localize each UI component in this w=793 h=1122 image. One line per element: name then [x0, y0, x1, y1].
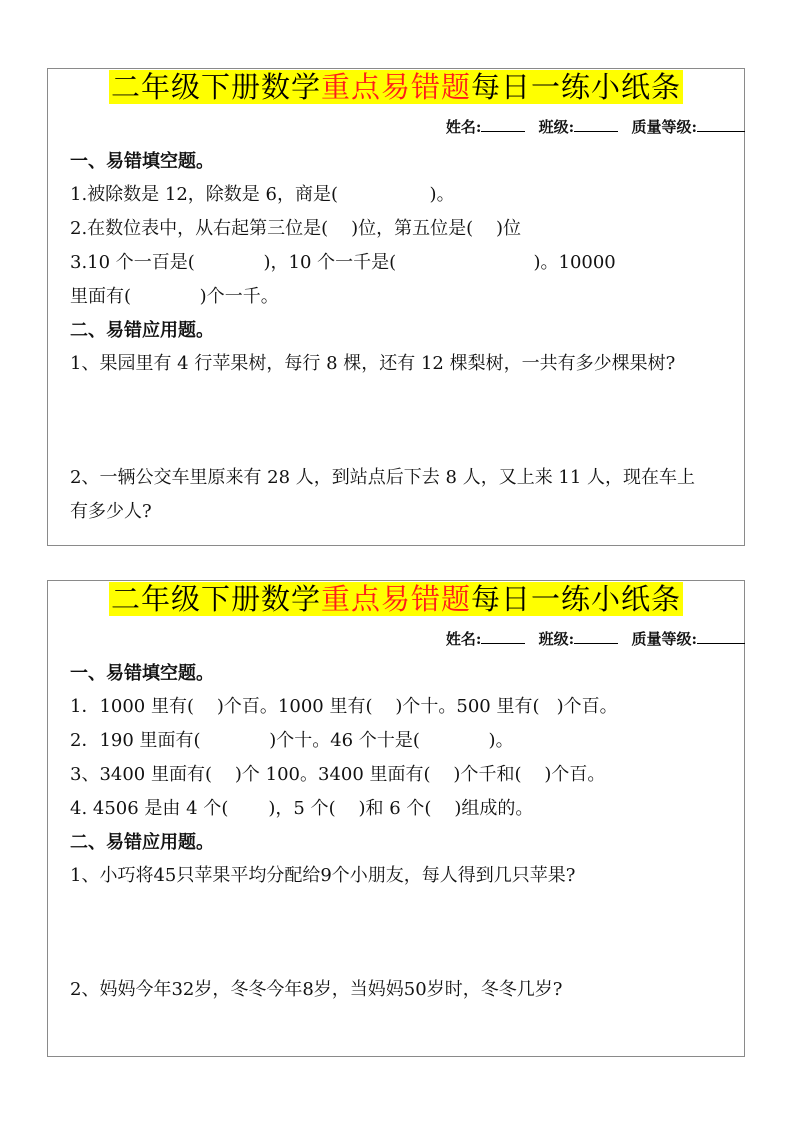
worksheet-body	[70, 145, 734, 529]
section-heading-fill-in: 一、易错填空题。	[70, 151, 214, 172]
grade-blank[interactable]	[697, 115, 745, 132]
name-label: 姓名:	[445, 118, 482, 136]
answer-space	[70, 381, 734, 461]
fill-in-question: 3、3400 里面有( )个 100。3400 里面有( )个千和( )个百。	[70, 764, 606, 785]
word-problem: 2、一辆公交车里原来有 28 人，到站点后下去 8 人，又上来 11 人，现在车上	[70, 467, 696, 488]
word-problem: 1、果园里有 4 行苹果树，每行 8 棵，还有 12 棵梨树，一共有多少棵果树?	[70, 353, 676, 374]
title-highlight: 重点易错题	[320, 70, 471, 104]
fill-in-question: 2.在数位表中，从右起第三位是( )位，第五位是( )位	[70, 218, 522, 239]
class-blank[interactable]	[574, 627, 618, 644]
title-part-1: 二年级下册数学	[110, 70, 321, 104]
worksheet-title	[109, 582, 683, 616]
class-blank[interactable]	[574, 115, 618, 132]
class-label: 班级:	[538, 118, 575, 136]
fill-in-question: 3.10 个一百是( )，10 个一千是( )。10000	[70, 252, 616, 273]
section-heading-fill-in: 一、易错填空题。	[70, 663, 214, 684]
fill-in-question: 4. 4506 是由 4 个( )，5 个( )和 6 个( )组成的。	[70, 798, 534, 819]
student-info-row	[446, 115, 745, 137]
title-row	[48, 582, 744, 616]
fill-in-question: 1．1000 里有( )个百。1000 里有( )个十。500 里有( )个百。	[70, 696, 618, 717]
section-heading-word-problems: 二、易错应用题。	[70, 320, 214, 341]
name-blank[interactable]	[481, 627, 525, 644]
fill-in-question-cont: 里面有( )个一千。	[70, 286, 279, 307]
title-part-1: 二年级下册数学	[110, 582, 321, 616]
student-info-row	[446, 627, 745, 649]
word-problem: 1、小巧将45只苹果平均分配给9个小朋友，每人得到几只苹果?	[70, 865, 576, 886]
answer-space	[70, 893, 734, 973]
fill-in-question: 1.被除数是 12，除数是 6，商是( )。	[70, 184, 455, 205]
worksheet-card-2	[47, 580, 745, 1057]
name-label: 姓名:	[445, 630, 482, 648]
worksheet-title	[109, 70, 683, 104]
title-row	[48, 70, 744, 104]
class-label: 班级:	[538, 630, 575, 648]
title-part-2: 每日一练小纸条	[471, 582, 682, 616]
word-problem-cont: 有多少人?	[70, 501, 152, 522]
title-highlight: 重点易错题	[320, 582, 471, 616]
title-part-2: 每日一练小纸条	[471, 70, 682, 104]
section-heading-word-problems: 二、易错应用题。	[70, 832, 214, 853]
grade-label: 质量等级:	[631, 118, 697, 136]
grade-label: 质量等级:	[631, 630, 697, 648]
word-problem: 2、妈妈今年32岁，冬冬今年8岁，当妈妈50岁时，冬冬几岁?	[70, 979, 563, 1000]
worksheet-body	[70, 657, 734, 1007]
worksheet-card-1	[47, 68, 745, 546]
fill-in-question: 2．190 里面有( )个十。46 个十是( )。	[70, 730, 514, 751]
grade-blank[interactable]	[697, 627, 745, 644]
name-blank[interactable]	[481, 115, 525, 132]
